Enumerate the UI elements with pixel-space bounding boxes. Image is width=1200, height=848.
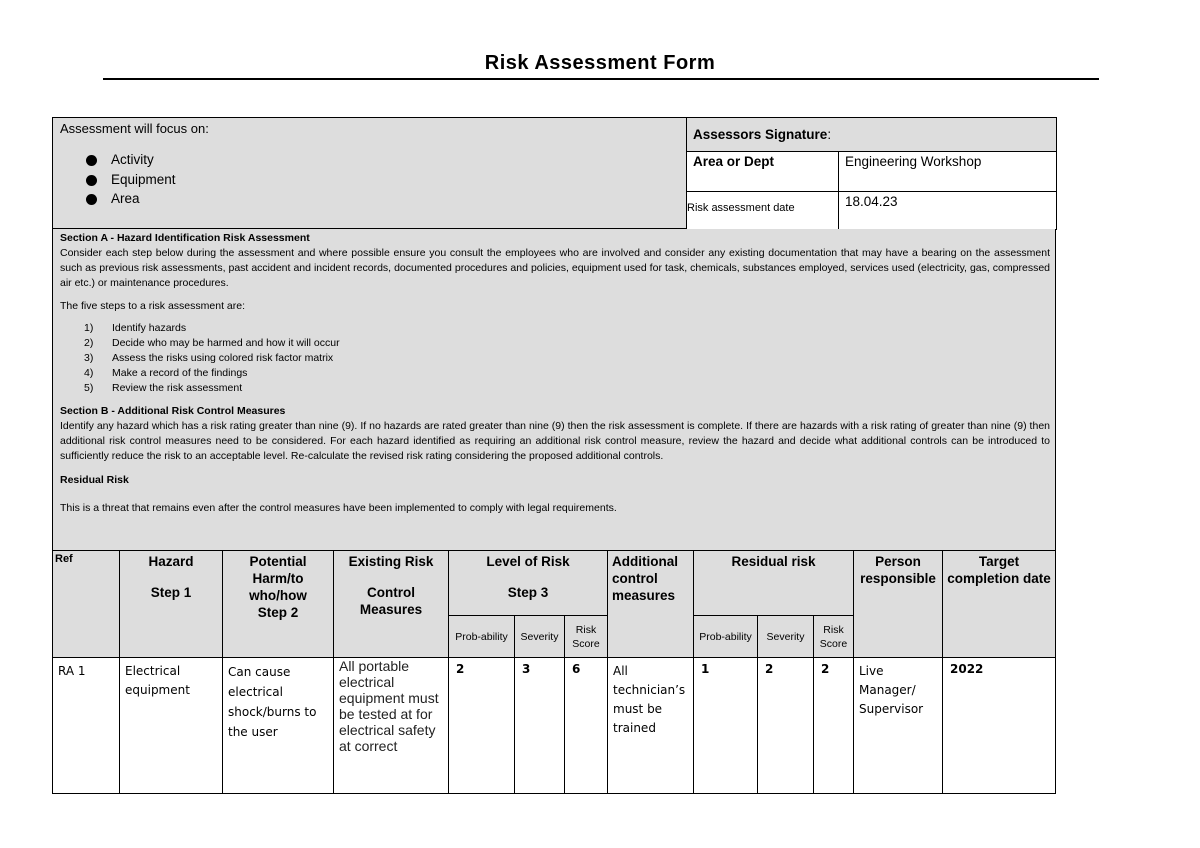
residual-body: This is a threat that remains even after the control measures have been implemented to comply with legal requirements. — [60, 502, 617, 514]
col-level-of-risk: Level of Risk Step 3 — [449, 551, 608, 616]
col-res-severity: Severity — [758, 616, 814, 658]
cell-res-prob[interactable]: 1 — [694, 658, 758, 794]
cell-person[interactable]: Live Manager/ Supervisor — [854, 658, 943, 794]
col-hazard: Hazard Step 1 — [120, 551, 223, 658]
focus-item-equipment: Equipment — [86, 170, 176, 190]
instructions-section — [52, 229, 1056, 550]
col-prob: Prob-ability — [449, 616, 515, 658]
section-a-heading: Section A - Hazard Identification Risk Assessment — [60, 232, 310, 244]
col-additional: Additional control measures — [608, 551, 694, 658]
section-b-body: Identify any hazard which has a risk rating greater than nine (9). If no hazards are rated greater than nine (9) then the risk assessment is complete. If there are hazards with a risk rating of greater than nine (9) then additional risk control measures need to be considered. For each hazard identified as requiring an additional risk control measure, review the hazard and decide what additional controls can be introduced to sufficiently reduce the risk to an acceptable level. Re-calculate the revised risk rating considering the proposed additional controls. — [60, 420, 1050, 462]
step-item: 5) Review the risk assessment — [84, 382, 243, 394]
cell-res-severity[interactable]: 2 — [758, 658, 814, 794]
cell-target[interactable]: 2022 — [943, 658, 1056, 794]
focus-item-activity: Activity — [86, 150, 176, 170]
col-person: Person responsible — [854, 551, 943, 658]
area-value[interactable]: Engineering Workshop — [839, 152, 1057, 192]
bullet-icon — [86, 175, 97, 186]
focus-box — [52, 117, 686, 229]
table-row — [53, 658, 1056, 794]
cell-severity[interactable]: 3 — [515, 658, 565, 794]
cell-prob[interactable]: 2 — [449, 658, 515, 794]
bullet-icon — [86, 194, 97, 205]
focus-list — [86, 150, 176, 209]
col-res-prob: Prob-ability — [694, 616, 758, 658]
steps-intro: The five steps to a risk assessment are: — [60, 300, 245, 312]
assessment-header-table — [686, 117, 1057, 230]
signature-cell[interactable]: Assessors Signature: — [687, 118, 1057, 152]
cell-additional[interactable]: All technician’s must be trained — [608, 658, 694, 794]
focus-label: Assessment will focus on: — [60, 121, 209, 136]
col-existing: Existing Risk Control Measures — [334, 551, 449, 658]
cell-score[interactable]: 6 — [565, 658, 608, 794]
step-item: 3) Assess the risks using colored risk factor matrix — [84, 352, 334, 364]
section-a-body: Consider each step below during the assessment and where possible ensure you consult the employees who are involved and consider any existing documentation that may have a bearing on the assessment such as previous risk assessments, past accident and incident records, documented procedures and policies, equipment used for task, chemicals, substances employed, services used (electricity, gas, compressed air etc.) or maintenance procedures. — [60, 247, 1050, 289]
residual-heading: Residual Risk — [60, 474, 129, 486]
col-severity: Severity — [515, 616, 565, 658]
section-b-heading: Section B - Additional Risk Control Measures — [60, 405, 286, 417]
col-harm: Potential Harm/to who/how Step 2 — [223, 551, 334, 658]
cell-hazard[interactable]: Electrical equipment — [120, 658, 223, 794]
cell-res-score[interactable]: 2 — [814, 658, 854, 794]
col-res-score: Risk Score — [814, 616, 854, 658]
cell-ref[interactable]: RA 1 — [53, 658, 120, 794]
col-score: Risk Score — [565, 616, 608, 658]
cell-harm[interactable]: Can cause electrical shock/burns to the user — [223, 658, 334, 794]
step-item: 4) Make a record of the findings — [84, 367, 248, 379]
step-item: 2) Decide who may be harmed and how it will occur — [84, 337, 340, 349]
area-label: Area or Dept — [687, 152, 839, 192]
steps-list — [60, 321, 1050, 396]
col-residual: Residual risk — [694, 551, 854, 616]
date-label: Risk assessment date — [687, 192, 839, 230]
form-title: Risk Assessment Form — [484, 52, 716, 74]
col-target: Target completion date — [943, 551, 1056, 658]
bullet-icon — [86, 155, 97, 166]
risk-table — [52, 550, 1056, 794]
focus-item-area: Area — [86, 189, 176, 209]
date-value[interactable]: 18.04.23 — [839, 192, 1057, 230]
title-underline — [103, 78, 1099, 80]
col-ref: Ref — [53, 551, 120, 658]
cell-existing[interactable]: All portable electrical equipment must be tested at for electrical safety at correct — [334, 658, 449, 794]
step-item: 1) Identify hazards — [84, 322, 187, 334]
